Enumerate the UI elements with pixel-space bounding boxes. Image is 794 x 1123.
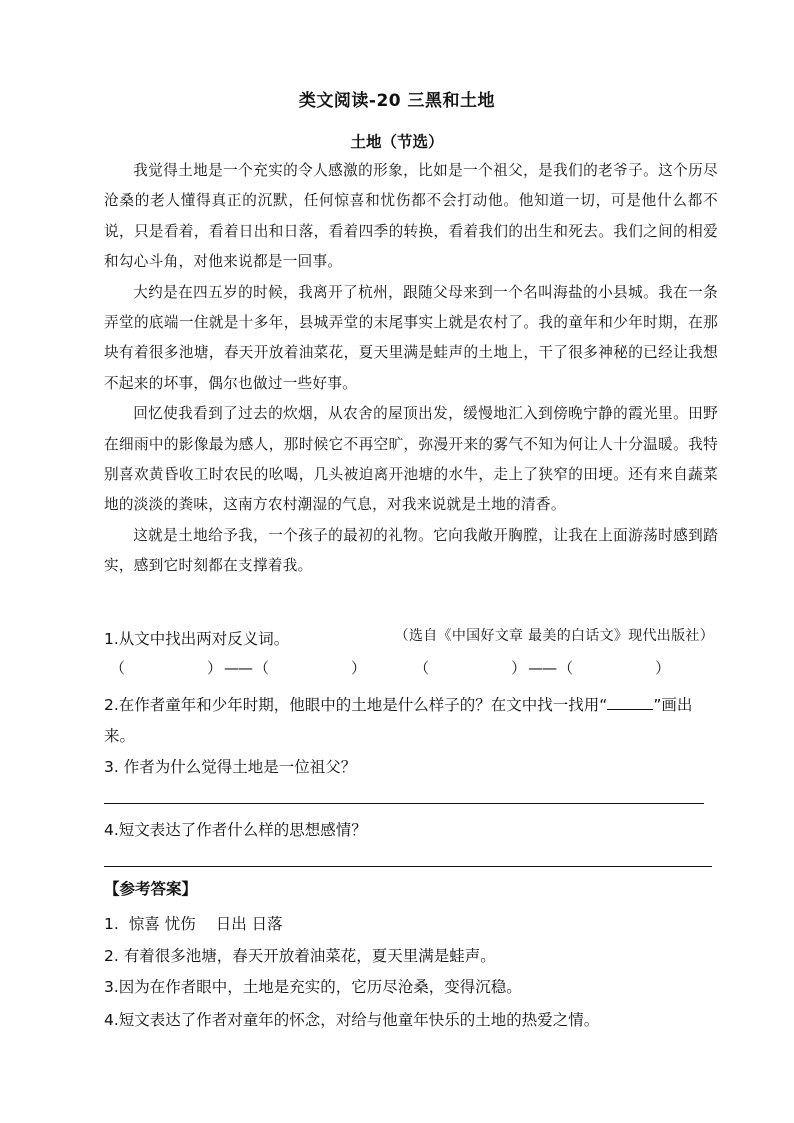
- passage-paragraph-4: 这就是土地给予我，一个孩子的最初的礼物。它向我敞开胸膛，让我在上面游荡时感到踏实，感到它时刻都在支撑着我。: [104, 526, 718, 575]
- question-2-text: 2.在作者童年和少年时期，他眼中的土地是什么样子的？在文中找一找用“: [104, 696, 608, 714]
- answer-1: [104, 910, 283, 938]
- open-paren: （: [414, 659, 430, 677]
- reading-passage: [104, 156, 718, 582]
- passage-paragraph-1: 我觉得土地是一个充实的令人感激的形象，比如是一个祖父，是我们的老爷子。这个历尽沧桑的老人懂得真正的沉默，任何惊喜和忧伤都不会打动他。他知道一切，可是他什么都不说，只是看着，看着日出和日落，看着四季的转换，看着我们的出生和死去。我们之间的相爱和勾心斗角，对他来说都是一回事。: [104, 162, 718, 271]
- answer-1-pair-1: 惊喜 忧伤: [128, 915, 196, 933]
- close-paren: ）: [207, 659, 223, 677]
- close-paren: ）: [351, 659, 367, 677]
- answer-1-number: 1.: [104, 915, 119, 933]
- answer-line-4[interactable]: [104, 866, 712, 867]
- passage-source: （选自《中国好文章 最美的白话文》现代出版社）: [394, 628, 714, 644]
- answer-3: 3.因为在作者眼中，土地是充实的，它历尽沧桑，变得沉稳。: [104, 978, 522, 996]
- answer-4: 4.短文表达了作者对童年的怀念，对给与他童年快乐的土地的热爱之情。: [104, 1011, 600, 1029]
- underline-mark: [607, 692, 653, 710]
- page-title: 类文阅读-20 三黑和土地: [298, 91, 496, 111]
- open-paren: （: [110, 659, 126, 677]
- answer-key-heading: 【参考答案】: [104, 880, 198, 898]
- question-1: 1.从文中找出两对反义词。: [104, 630, 290, 648]
- dash: ——: [528, 658, 557, 677]
- answer-line-3[interactable]: [104, 803, 704, 804]
- close-paren: ）: [655, 659, 671, 677]
- question-3: 3. 作者为什么觉得土地是一位祖父？: [104, 758, 357, 776]
- question-1-answer-blanks: [110, 657, 671, 678]
- question-4: 4.短文表达了作者什么样的思想感情？: [104, 821, 367, 839]
- close-paren: ）: [511, 659, 527, 677]
- passage-paragraph-3: 回忆使我看到了过去的炊烟，从农舍的屋顶出发，缓慢地汇入到傍晚宁静的霞光里。田野在细雨中的影像最为感人，那时候它不再空旷，弥漫开来的雾气不知为何让人十分温暖。我特别喜欢黄昏收工时农民的吆喝，几头被迫离开池塘的水牛，走上了狭窄的田埂。还有来自蔬菜地的淡淡的粪味，这南方农村潮湿的气息，对我来说就是土地的清香。: [104, 405, 718, 514]
- passage-paragraph-2: 大约是在四五岁的时候，我离开了杭州，跟随父母来到一个名叫海盐的小县城。我在一条弄堂的底端一住就是十多年，县城弄堂的末尾事实上就是农村了。我的童年和少年时期，在那块有着很多池塘，春天开放着油菜花，夏天里满是蛙声的土地上，干了很多神秘的已经让我想不起来的坏事，偶尔也做过一些好事。: [104, 283, 718, 392]
- passage-title: 土地（节选）: [350, 133, 444, 151]
- question-2: [104, 690, 722, 752]
- open-paren: （: [558, 659, 574, 677]
- antonym-pair-1: [110, 657, 366, 678]
- dash: ——: [224, 658, 253, 677]
- answer-2: 2. 有着很多池塘，春天开放着油菜花，夏天里满是蛙声。: [104, 947, 496, 965]
- answer-1-pair-2: 日出 日落: [215, 915, 283, 933]
- antonym-pair-2: [414, 657, 670, 678]
- question-2-text-end: ”画出来。: [104, 696, 693, 745]
- open-paren: （: [254, 659, 270, 677]
